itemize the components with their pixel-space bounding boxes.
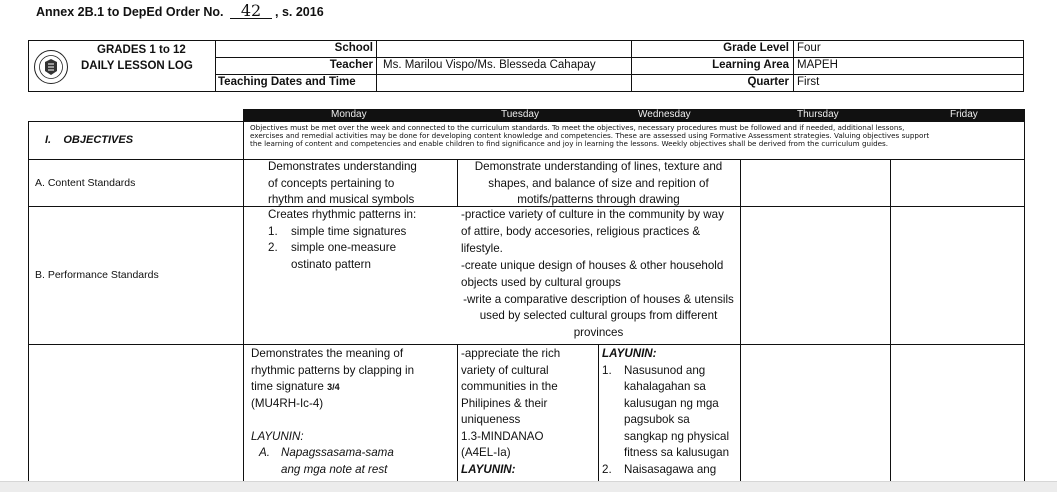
- text-line: rhythm and musical symbols: [268, 193, 415, 206]
- text-line: -write a comparative description of houses & utensils: [463, 292, 734, 306]
- day-tuesday: Tuesday: [501, 109, 539, 120]
- objectives-line: exercises and remedial activities may be done for developing content knowledge and competencies. These are assessed using Formative Assessment strategies. Valuing objectives support: [250, 131, 930, 141]
- learning-area-value: MAPEH: [797, 59, 838, 71]
- teacher-label: Teacher: [329, 59, 373, 71]
- deped-seal-icon: [33, 49, 69, 85]
- objectives-title: OBJECTIVES: [63, 134, 134, 146]
- blank-line: [251, 412, 455, 429]
- list-item: 2. Naisasagawa ang: [602, 462, 717, 476]
- annex-line: [36, 1, 324, 20]
- performance-standards-label: B. Performance Standards: [35, 269, 159, 281]
- text-line: (MU4RH-Ic-4): [251, 396, 324, 410]
- competencies-wednesday: [602, 346, 739, 478]
- content-standards-label: A. Content Standards: [35, 177, 136, 189]
- competencies-monday: [251, 346, 455, 478]
- school-label: School: [334, 42, 373, 54]
- day-thursday: Thursday: [797, 109, 839, 120]
- teacher-value: Ms. Marilou Vispo/Ms. Blesseda Cahapay: [383, 59, 596, 71]
- day-header-bar: [243, 109, 1024, 121]
- layunin-label: LAYUNIN:: [251, 429, 304, 443]
- objectives-num: I.: [45, 134, 52, 146]
- time-signature: 3/4: [327, 382, 340, 392]
- text-line: uniqueness: [461, 413, 521, 426]
- text-line: -practice variety of culture in the community by way: [461, 208, 724, 221]
- list-item: 1. Nasusunod ang kahalagahan sa kalusugan ng mga pagsubok sa sangkap ng physical fitness sa kalusugan: [602, 363, 730, 459]
- viewer-toolbar: [0, 481, 1057, 492]
- quarter-label: Quarter: [747, 76, 789, 88]
- text-line: Creates rhythmic patterns in:: [268, 208, 417, 221]
- competencies-tuesday: [461, 346, 596, 478]
- text-line: rhythmic patterns by clapping in: [251, 363, 415, 377]
- text-line: variety of cultural: [461, 363, 549, 377]
- content-standards-monday: [268, 159, 417, 209]
- layunin-label: LAYUNIN:: [602, 347, 657, 360]
- text-line: objects used by cultural groups: [461, 275, 621, 289]
- text-line: Philipines & their: [461, 396, 548, 410]
- text-line: of attire, body accesories, religious practices &: [461, 224, 701, 238]
- header-table: [28, 40, 1024, 92]
- day-wednesday: Wednesday: [638, 109, 691, 120]
- annex-suffix: , s. 2016: [275, 5, 324, 19]
- grades-label: GRADES 1 to 12: [97, 44, 186, 56]
- text-line: Demonstrate understanding of lines, texture and: [474, 160, 723, 173]
- list-item: 2. simple one-measure: [268, 241, 397, 254]
- text-line: used by selected cultural groups from different: [479, 309, 718, 323]
- layunin-label: LAYUNIN:: [461, 462, 516, 476]
- text-line: Demonstrates understanding: [268, 160, 417, 173]
- text-line: communities in the: [461, 380, 558, 393]
- text-line: -appreciate the rich: [461, 347, 561, 360]
- text-line: of concepts pertaining to: [268, 176, 395, 190]
- day-monday: Monday: [331, 109, 367, 120]
- day-friday: Friday: [950, 109, 978, 120]
- list-item: ostinato pattern: [291, 257, 371, 271]
- text-line: ang mga note at rest: [281, 462, 388, 476]
- performance-standards-monday: [268, 207, 416, 273]
- text-line: -create unique design of houses & other household: [461, 258, 724, 272]
- grade-level-value: Four: [797, 42, 821, 54]
- order-number: 42: [230, 4, 272, 19]
- content-standards-tue-wed: [457, 159, 740, 209]
- log-title: DAILY LESSON LOG: [81, 60, 193, 72]
- objectives-label: [45, 134, 133, 146]
- text-line: motifs/patterns through drawing: [517, 193, 680, 206]
- text-line: Demonstrates the meaning of: [251, 347, 404, 360]
- text-line: 1.3-MINDANAO: [461, 429, 544, 443]
- list-item: 1. simple time signatures: [268, 224, 407, 238]
- performance-standards-tue-wed: [457, 207, 740, 342]
- grade-level-label: Grade Level: [723, 42, 789, 54]
- text-line: lifestyle.: [461, 241, 503, 255]
- objectives-text: [250, 124, 1022, 149]
- text-line: time signature 3/4: [251, 380, 340, 393]
- learning-area-label: Learning Area: [712, 59, 789, 71]
- quarter-value: First: [797, 76, 820, 88]
- text-line: shapes, and balance of size and repition of: [488, 176, 709, 190]
- list-item: A. Napagssasama-sama: [259, 446, 394, 459]
- objectives-line: Objectives must be met over the week and connected to the curriculum standards. To meet the objectives, necessary procedures must be followed and if needed, additional lessons,: [250, 124, 905, 132]
- dates-label: Teaching Dates and Time: [218, 76, 356, 88]
- text-line: provinces: [573, 326, 624, 340]
- text-line: (A4EL-Ia): [461, 446, 511, 459]
- objectives-line: the learning of content and competencies and enable children to find significance and joy in learning the lessons. Weekly objectives shall be derived from the curriculum guides.: [250, 139, 889, 149]
- annex-prefix: Annex 2B.1 to DepEd Order No.: [36, 5, 224, 19]
